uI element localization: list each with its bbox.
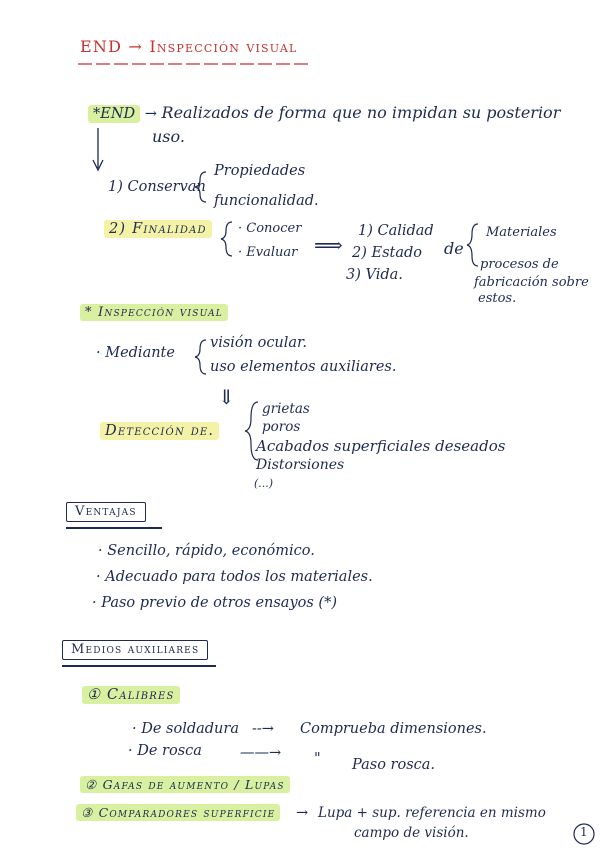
end-definition <box>88 104 560 123</box>
title-prefix: END <box>80 37 123 56</box>
finalidad-action-1: · Conocer <box>238 221 302 236</box>
deteccion-item-5: (...) <box>254 477 274 490</box>
inspeccion-heading-wrap <box>80 306 228 320</box>
calibre-rosca-uso: Paso rosca. <box>352 757 436 773</box>
comparadores-line1: Lupa + sup. referencia en mismo <box>318 805 546 821</box>
outcome-estado: 2) Estado <box>352 245 423 261</box>
deteccion-item-2: poros <box>262 419 301 435</box>
calibre-rosca: · De rosca <box>128 743 202 759</box>
calibre-soldadura: · De soldadura <box>132 721 239 737</box>
deteccion-item-1: grietas <box>262 401 310 417</box>
calibres-wrap <box>82 688 180 704</box>
end-arrow: → <box>144 106 157 122</box>
brace-targets <box>467 224 478 266</box>
finalidad-double-arrow: ⟹ <box>314 233 343 257</box>
comparadores-arrow: → <box>296 805 309 821</box>
target-materiales: Materiales <box>486 225 557 240</box>
title-text: Inspección visual <box>149 37 298 56</box>
finalidad-de: de <box>444 239 464 258</box>
comparadores-label: ③ Comparadores superficie <box>76 804 280 821</box>
deteccion-item-3: Acabados superficiales deseados <box>256 437 506 455</box>
end-def-line1: Realizados de forma que no impidan su posterior <box>161 103 561 122</box>
outcome-vida: 3) Vida. <box>346 267 403 283</box>
page-number: 1 <box>580 825 588 839</box>
gafas-label: ② Gafas de aumento / Lupas <box>80 776 290 793</box>
target-estos: estos. <box>478 291 517 306</box>
calibre-soldadura-uso: Comprueba dimensiones. <box>300 721 487 737</box>
calibre-rosca-arrow: ——→ <box>240 745 282 761</box>
end-def-line2: uso. <box>152 127 185 146</box>
target-procesos: procesos de <box>480 257 559 272</box>
comparadores-wrap <box>76 806 280 820</box>
page-title <box>80 38 298 56</box>
ventaja-1: · Sencillo, rápido, económico. <box>98 543 315 559</box>
means-vision: visión ocular. <box>210 335 308 351</box>
deteccion-label-wrap <box>100 424 219 440</box>
finalidad-label: 2) Finalidad <box>104 220 212 238</box>
ventajas-heading: Ventajas <box>66 502 146 522</box>
title-arrow: → <box>128 37 144 56</box>
deteccion-label: Detección de. <box>100 422 219 440</box>
calibre-soldadura-arrow: --→ <box>252 721 274 737</box>
means-auxiliares: uso elementos auxiliares. <box>210 359 397 375</box>
inspeccion-down-arrow: ⇓ <box>218 385 235 409</box>
calibre-ditto: " <box>314 751 321 767</box>
calibres-label: ① Calibres <box>82 686 180 704</box>
conservan-label: 1) Conservan <box>108 179 206 195</box>
ventaja-3: · Paso previo de otros ensayos (*) <box>92 595 337 611</box>
brace-mediante <box>195 340 206 374</box>
end-label: *END <box>88 105 140 123</box>
ventaja-2: · Adecuado para todos los materiales. <box>96 569 373 585</box>
mediante-label: · Mediante <box>96 345 175 361</box>
brace-finalidad <box>221 222 232 256</box>
gafas-wrap <box>80 778 290 792</box>
inspeccion-heading: * Inspección visual <box>80 304 228 321</box>
deteccion-item-4: Distorsiones <box>256 457 345 473</box>
medios-heading: Medios auxiliares <box>62 640 208 660</box>
finalidad-action-2: · Evaluar <box>238 245 298 260</box>
comparadores-line2: campo de visión. <box>354 825 469 841</box>
finalidad-label-wrap <box>104 222 212 238</box>
target-fabricacion: fabricación sobre <box>474 275 589 290</box>
conservan-item-1: Propiedades <box>214 163 306 179</box>
conservan-item-2: funcionalidad. <box>214 193 319 209</box>
outcome-calidad: 1) Calidad <box>358 223 434 239</box>
